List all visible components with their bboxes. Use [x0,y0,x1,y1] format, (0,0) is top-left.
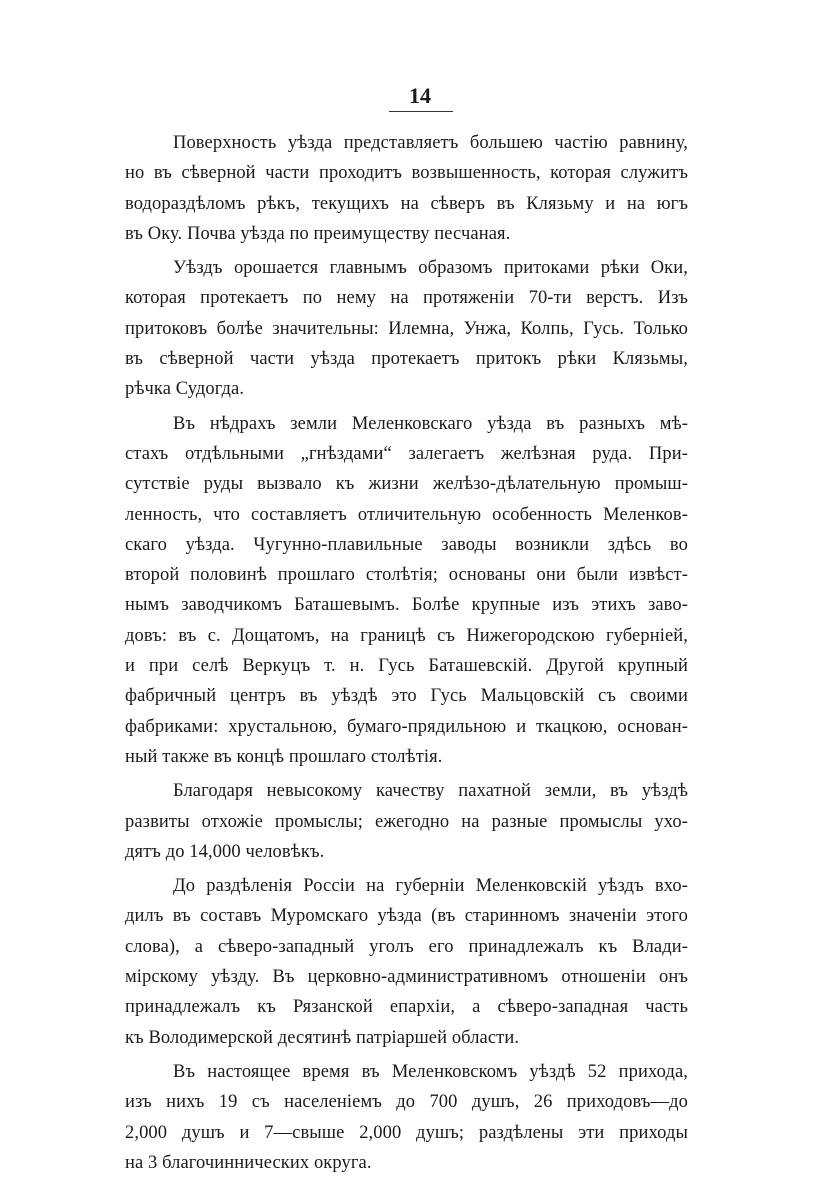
text-line: сутствіе руды вызвало къ жизни желѣзо-дѣлательную промыш- [125,474,688,495]
text-line: въ сѣверной части уѣзда протекаетъ притокъ рѣки Клязьмы, [125,349,688,370]
paragraph [125,1057,688,1178]
text-line: 2,000 душъ и 7—свыше 2,000 душъ; раздѣлены эти приходы [125,1122,688,1143]
text-line: изъ нихъ 19 съ населеніемъ до 700 душъ, 26 приходовъ—до [125,1092,688,1113]
text-line: До раздѣленія Россіи на губерніи Меленковскій уѣздъ вхо- [173,876,688,897]
text-line: фабриками: хрустальною, бумаго-прядильною и ткацкою, основан- [125,716,688,737]
text-line: второй половинѣ прошлаго столѣтія; основаны они были извѣст- [125,565,688,586]
text-line: къ Володимерской десятинѣ патріаршей области. [125,1027,520,1048]
text-line: Въ нѣдрахъ земли Меленковскаго уѣзда въ разныхъ мѣ- [173,413,688,434]
text-line: ленность, что составляетъ отличительную особенность Меленков- [125,504,688,525]
paragraph [125,871,688,1053]
text-line: нымъ заводчикомъ Баташевымъ. Болѣе крупные изъ этихъ заво- [125,595,688,616]
text-line: на 3 благочиннических округа. [125,1152,372,1173]
page-number: 14 [409,83,431,108]
text-line: слова), а сѣверо-западный уголъ его принадлежалъ къ Влади- [125,936,688,957]
text-line: но въ сѣверной части проходитъ возвышенность, которая служитъ [125,163,688,184]
page-number-rule [389,111,453,112]
text-line: водораздѣломъ рѣкъ, текущихъ на сѣверъ въ Клязьму и на югъ [125,193,688,214]
text-line: которая протекаетъ по нему на протяженіи 70-ти верстъ. Изъ [125,288,688,309]
paragraph [125,128,688,249]
text-line: ный также въ концѣ прошлаго столѣтія. [125,746,443,767]
text-line: скаго уѣзда. Чугунно-плавильные заводы возникли здѣсь во [125,534,688,555]
text-line: дилъ въ составъ Муромскаго уѣзда (въ старинномъ значеніи этого [125,906,688,927]
text-line: Уѣздъ орошается главнымъ образомъ притоками рѣки Оки, [173,258,688,279]
text-line: принадлежалъ къ Рязанской епархіи, а сѣверо-западная часть [125,997,688,1018]
text-line: рѣчка Судогда. [125,379,245,400]
text-line: притоковъ болѣе значительны: Илемна, Унжа, Колпь, Гусь. Только [125,318,688,339]
text-line: стахъ отдѣльными „гнѣздами“ залегаетъ желѣзная руда. При- [125,443,688,464]
text-line: дятъ до 14,000 человѣкъ. [125,841,325,862]
text-line: Поверхность уѣзда представляетъ большею частію равнину, [173,133,688,153]
paragraph [125,253,688,404]
text-line: фабричный центръ въ уѣздѣ это Гусь Мальцовскій съ своими [125,686,688,707]
text-line: Въ настоящее время въ Меленковскомъ уѣздѣ 52 прихода, [173,1061,688,1082]
text-line: и при селѣ Веркуцъ т. н. Гусь Баташевскій. Другой крупный [125,656,688,677]
text-line: въ Оку. Почва уѣзда по преимуществу песчаная. [125,223,511,244]
body-text [125,128,688,1178]
text-line: Благодаря невысокому качеству пахатной земли, въ уѣздѣ [173,781,688,802]
paragraph [125,409,688,773]
text-line: мірскому уѣзду. Въ церковно-административномъ отношеніи онъ [125,967,688,988]
paragraph [125,776,688,867]
text-line: развиты отхожіе промыслы; ежегодно на разные промыслы ухо- [125,811,688,832]
text-line: довъ: въ с. Дощатомъ, на границѣ съ Нижегородскою губерніей, [125,625,688,646]
